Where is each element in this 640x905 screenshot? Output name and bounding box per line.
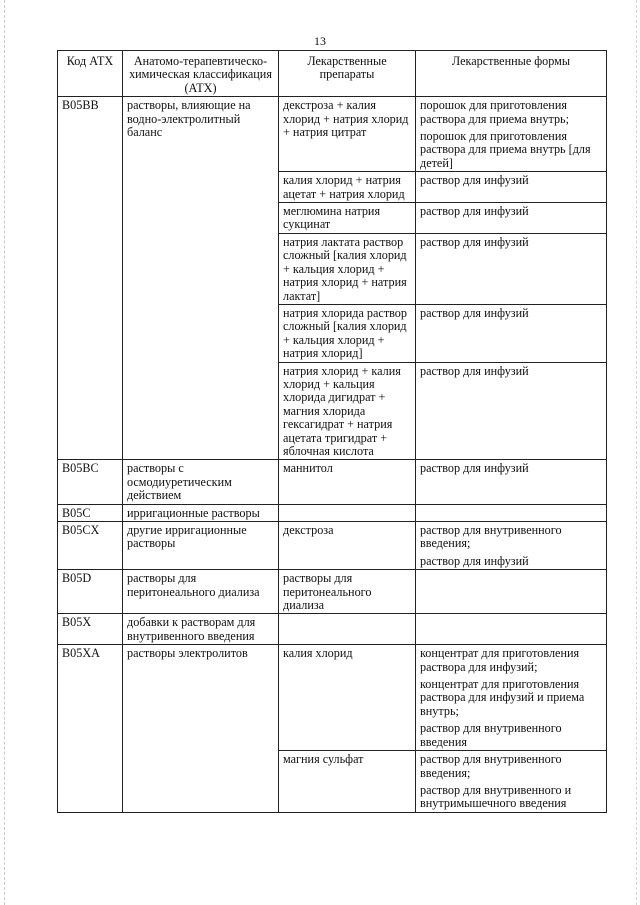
- drug-cell: натрия хлорида раствор сложный [калия хлорид + кальция хлорид + натрия хлорид]: [279, 304, 416, 362]
- dosage-forms-cell: [416, 614, 607, 645]
- dosage-form-item: раствор для инфузий: [420, 234, 529, 249]
- dosage-form-item: раствор для внутривенного введения;: [420, 752, 562, 780]
- header-code: Код АТХ: [58, 51, 123, 97]
- drug-cell: натрия хлорид + калия хлорид + кальция хлорида дигидрат + магния хлорида гексагидрат + натрия ацетата тригидрат + яблочная кислота: [279, 362, 416, 460]
- table-row: [58, 460, 607, 504]
- atx-classification-cell: растворы для перитонеального диализа: [123, 570, 279, 614]
- dosage-forms-cell: [416, 522, 607, 570]
- atx-classification-cell: другие ирригационные растворы: [123, 522, 279, 570]
- atx-code-cell: B05C: [58, 504, 123, 521]
- drug-cell: калия хлорид + натрия ацетат + натрия хлорид: [279, 172, 416, 203]
- drug-cell: маннитол: [279, 460, 416, 504]
- drug-cell: магния сульфат: [279, 751, 416, 813]
- drug-cell: меглюмина натрия сукцинат: [279, 203, 416, 234]
- table-row: [58, 504, 607, 521]
- atx-classification-cell: растворы электролитов: [123, 645, 279, 812]
- atx-classification-cell: добавки к растворам для внутривенного введения: [123, 614, 279, 645]
- drug-cell: калия хлорид: [279, 645, 416, 751]
- dosage-form-item: раствор для внутривенного и внутримышечного введения: [420, 782, 572, 811]
- scan-edge-left: [4, 0, 6, 905]
- drug-cell: натрия лактата раствор сложный [калия хлорид + кальция хлорид + натрия хлорид + натрия лактат]: [279, 233, 416, 304]
- atx-code-cell: B05BC: [58, 460, 123, 504]
- drug-cell: декстроза: [279, 522, 416, 570]
- dosage-form-item: порошок для приготовления раствора для приема внутрь [для детей]: [420, 129, 591, 170]
- dosage-form-item: раствор для внутривенного введения;: [420, 523, 562, 551]
- atx-table-body: [58, 97, 607, 813]
- atx-code-cell: B05XA: [58, 645, 123, 812]
- dosage-forms-cell: [416, 233, 607, 304]
- dosage-form-item: раствор для инфузий: [420, 553, 529, 568]
- table-row: [58, 570, 607, 614]
- dosage-form-item: концентрат для приготовления раствора для инфузий и приема внутрь;: [420, 677, 585, 718]
- dosage-forms-cell: [416, 504, 607, 521]
- atx-code-cell: B05CX: [58, 522, 123, 570]
- atx-classification-cell: растворы с осмодиуретическим действием: [123, 460, 279, 504]
- dosage-form-item: раствор для внутривенного введения: [420, 721, 562, 749]
- drug-cell: декстроза + калия хлорид + натрия хлорид + натрия цитрат: [279, 97, 416, 172]
- dosage-forms-cell: [416, 203, 607, 234]
- header-forms: Лекарственные формы: [416, 51, 607, 97]
- dosage-forms-cell: [416, 570, 607, 614]
- dosage-form-item: раствор для инфузий: [420, 173, 529, 188]
- dosage-forms-cell: [416, 362, 607, 460]
- page-number: 13: [314, 34, 326, 48]
- table-row: [58, 522, 607, 570]
- scan-edge-right: [636, 0, 638, 905]
- dosage-forms-cell: [416, 645, 607, 751]
- atx-table: [57, 50, 607, 813]
- dosage-form-item: раствор для инфузий: [420, 305, 529, 320]
- dosage-form-item: раствор для инфузий: [420, 461, 529, 476]
- atx-code-cell: B05X: [58, 614, 123, 645]
- atx-code-cell: B05D: [58, 570, 123, 614]
- dosage-form-item: раствор для инфузий: [420, 204, 529, 219]
- table-header-row: [58, 51, 607, 97]
- dosage-form-item: концентрат для приготовления раствора для инфузий;: [420, 646, 580, 674]
- drug-cell: [279, 504, 416, 521]
- dosage-form-item: порошок для приготовления раствора для приема внутрь;: [420, 98, 570, 126]
- dosage-forms-cell: [416, 172, 607, 203]
- table-row: [58, 645, 607, 751]
- atx-classification-cell: растворы, влияющие на водно-электролитный баланс: [123, 97, 279, 460]
- header-classification: Анатомо-терапевтическо-химическая классификация (АТХ): [123, 51, 279, 97]
- dosage-forms-cell: [416, 751, 607, 813]
- header-drugs: Лекарственные препараты: [279, 51, 416, 97]
- table-row: [58, 614, 607, 645]
- drug-cell: [279, 614, 416, 645]
- dosage-form-item: раствор для инфузий: [420, 363, 529, 378]
- atx-classification-cell: ирригационные растворы: [123, 504, 279, 521]
- dosage-forms-cell: [416, 304, 607, 362]
- drug-cell: растворы для перитонеального диализа: [279, 570, 416, 614]
- dosage-forms-cell: [416, 460, 607, 504]
- dosage-forms-cell: [416, 97, 607, 172]
- table-row: [58, 97, 607, 172]
- atx-code-cell: B05BB: [58, 97, 123, 460]
